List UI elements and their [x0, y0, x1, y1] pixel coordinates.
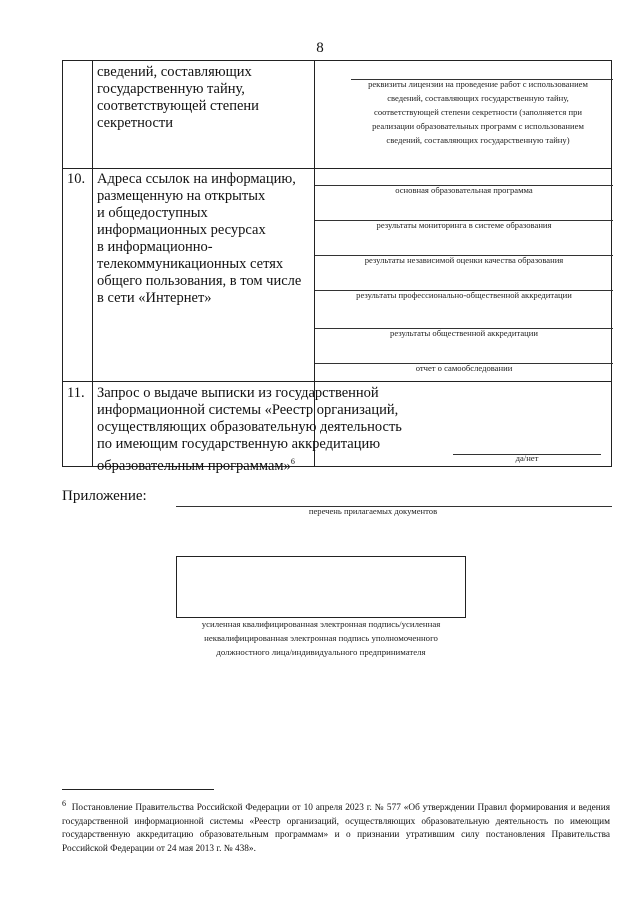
signature-caption: усиленная квалифицированная электронная подпись/усиленная неквалифицированная электронная подпись уполномоченного должностного лица/индивидуального предпринимателя [201, 619, 441, 657]
row-number: 10. [67, 171, 86, 187]
appendix-caption: перечень прилагаемых документов [308, 506, 438, 516]
monitoring-results-caption: результаты мониторинга в системе образования [376, 220, 552, 230]
table-row-divider [63, 168, 611, 169]
footnote-separator [62, 789, 214, 790]
row-number: 11. [67, 385, 85, 401]
footnote-mark: 6 [62, 799, 66, 808]
table-column-divider [92, 61, 93, 466]
self-assessment-report-caption: отчет о самообследовании [415, 363, 513, 373]
table-row: сведений, составляющих государственную тайну, соответствующей степени секретности [97, 64, 259, 131]
public-accreditation-caption: результаты общественной аккредитации [390, 328, 538, 338]
table-row: Адреса ссылок на информацию, размещенную на открытых и общедоступных информационных ресурсах в информационно- телекоммуникационных сетях общего пользования, в том числе в сети «Интернет» [97, 171, 302, 306]
table-row: Запрос о выдаче выписки из государственной информационной системы «Реестр организаций, осуществляющих образовательную деятельность по имеющим государственную аккредитацию образовательным программам»$^6$ [97, 385, 402, 474]
signature-box[interactable] [176, 556, 466, 618]
license-details-caption: реквизиты лицензии на проведение работ с использованием сведений, составляющих государственную тайну, соответствующей степени секретности (заполняется при реализации образовательных программ с использованием сведений, составляющих государственную тайну) [368, 79, 588, 145]
page-number: 8 [316, 40, 324, 56]
professional-accreditation-caption: результаты профессионально-общественной аккредитации [356, 290, 572, 300]
quality-assessment-caption: результаты независимой оценки качества образования [364, 255, 564, 265]
footnote-reference: 6 [290, 457, 295, 466]
table-row-divider [63, 381, 611, 382]
application-table [62, 60, 612, 474]
footnote: $^6$ Постановление Правительства Российской Федерации от 10 апреля 2023 г. № 577 «Об утверждении Правил формирования и ведения государственной информационной системы «Реестр организаций, осуществляющих образовательную деятельность по имеющим государственную аккредитацию образовательным программам» и о признании утратившим силу постановления Правительства Российской Федерации от 24 мая 2013 г. № 438». [62, 799, 610, 854]
extract-request-caption: да/нет [515, 453, 539, 463]
appendix-label: Приложение: [62, 488, 147, 504]
education-program-caption: основная образовательная программа [395, 185, 533, 195]
